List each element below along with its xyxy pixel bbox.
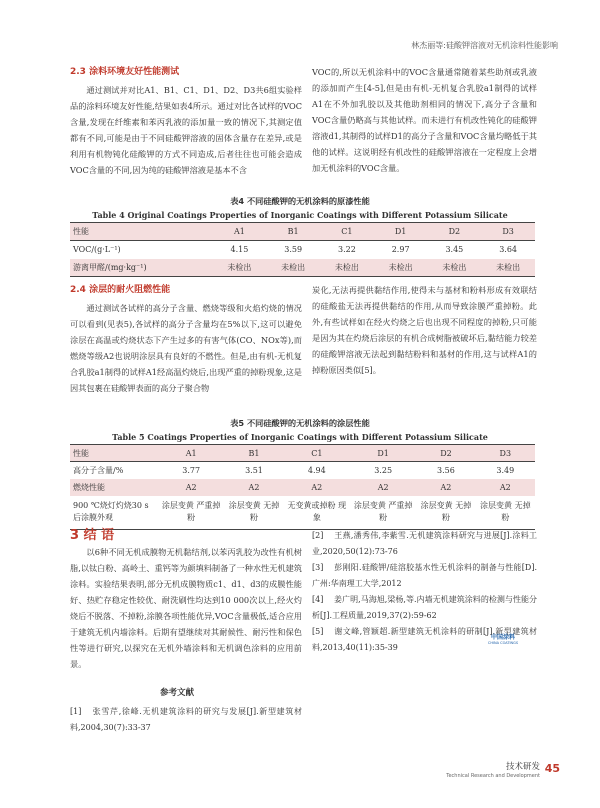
footer-label-en: Technical Research and Development xyxy=(446,773,540,779)
table-row xyxy=(70,241,535,259)
sec23-left-column xyxy=(70,64,302,178)
footer-label-cn: 技术研发 xyxy=(505,762,540,772)
table4-cell: 游离甲醛/(mg·kg⁻¹) xyxy=(73,262,147,272)
table5 xyxy=(70,444,535,530)
sec24-title: 2.4 涂层的耐火阻燃性能 xyxy=(70,285,171,295)
table-row xyxy=(70,496,535,530)
references-left xyxy=(70,704,302,736)
table5-cell: 涂层变黄 无掉粉 xyxy=(420,501,472,523)
table4-caption-cn: 表4 不同硅酸钾的无机涂料的原漆性能 xyxy=(230,196,370,206)
logo-text-en: CHINA COATINGS xyxy=(487,641,519,645)
sec3-column xyxy=(70,544,302,672)
table4-header-cell: D1 xyxy=(394,227,407,236)
table5-cell: 涂层变黄 无掉粉 xyxy=(480,501,531,523)
table5-cell: A2 xyxy=(499,482,511,492)
table5-cell: 涂层变黄 严重掉粉 xyxy=(161,501,221,523)
table5-cell: 3.56 xyxy=(437,465,455,475)
table4-cell: 4.15 xyxy=(230,245,249,255)
table-row xyxy=(70,259,535,277)
table5-header-cell: D1 xyxy=(377,448,389,458)
table5-cell: 4.94 xyxy=(307,465,326,475)
reference-text: 张雪芹,徐峰.无机建筑涂料的研究与发展[J].新型建筑材料,2004,30(7):33-37 xyxy=(70,707,302,732)
table4-header-cell: C1 xyxy=(341,227,353,236)
reference-text: 姜广明,马海旭,梁杨,等.内墙无机建筑涂料的检测与性能分析[J].工程质量,2019,37(2):59-62 xyxy=(312,595,537,620)
sec24-right-paragraph: 炭化,无法再提供黏结作用,使得未与基材和粉料形成有效联结的硅酸盐无法再提供黏结的作用,从而导致涂膜严重掉粉。此外,有些试样如在经火灼烧之后也出现不同程度的掉粉,只可能是因为其在灼烧后涂层的有机合成树脂被破坏后,黏结能力较差的硅酸钾溶液无法起到黏结粉料和基材的作用,这与试样A1的掉粉原因类似[5]。 xyxy=(312,285,537,375)
table5-cell: 900 ℃烧灯灼烧30 s 后涂膜外观 xyxy=(73,501,149,523)
table4-cell: 未检出 xyxy=(496,262,521,272)
table4-cell: 3.45 xyxy=(445,245,464,255)
table4-cell: 3.22 xyxy=(337,245,356,255)
table5-cell: A2 xyxy=(248,482,260,492)
reference-text: 谢文峰,管颖超.新型建筑无机涂料的研制[J].新型建筑材料,2013,40(11):35-39 xyxy=(312,627,537,652)
sec23-right-paragraph: VOC的,所以无机涂料中的VOC含量通常随着某些助剂或乳液的添加而产生[4-5],但是由有机-无机复合乳胶a1制得的试样A1在不外加乳胶以及其他助剂相同的情况下,高分子含量和VOC含量仍略高与其他试样。而未进行有机改性钝化的硅酸钾溶液d1,其制得的试样D1的高分子含量和VOC含量均略低于其他的试样。这说明经有机改性的硅酸钾溶液在一定程度上会增加无机涂料的VOC含量。 xyxy=(312,67,537,173)
china-coatings-logo xyxy=(480,632,526,648)
table4-cell: VOC/(g·L⁻¹) xyxy=(73,245,121,255)
page-number: 45 xyxy=(544,762,560,775)
table4-header-cell: B1 xyxy=(287,227,299,236)
table5-cell: 3.77 xyxy=(182,465,201,475)
footer-section-label xyxy=(446,760,540,779)
table5-cell: 3.25 xyxy=(374,465,393,475)
table5-cell: 高分子含量/% xyxy=(73,465,124,475)
table5-caption-en: Table 5 Coatings Properties of Inorganic Coatings with Different Potassium Silicate xyxy=(112,432,488,442)
table5-header-cell: 性能 xyxy=(73,448,89,458)
sec23-left-paragraph: 通过测试并对比A1、B1、C1、D1、D2、D3共6组实验样品的涂料环境友好性能,结果如表4所示。通过对比各试样的VOC含量,发现在纤维素和苯丙乳液的添加量一致的情况下,其测定值都有不同,可能是由于不同硅酸钾溶液的固体含量存在差异,或是利用有机物钝化硅酸钾的方式不同造成,后者往往也可能会造成VOC含量的不同,因为纯的硅酸钾溶液是基本不含 xyxy=(70,85,302,175)
running-header: 林杰丽等:硅酸钾溶液对无机涂料性能影响 xyxy=(411,41,558,50)
table4-cell: 3.64 xyxy=(499,245,518,255)
table5-caption-cn: 表5 不同硅酸钾的无机涂料的涂层性能 xyxy=(230,418,370,428)
table5-cell: A2 xyxy=(377,482,389,492)
table4-header-cell: A1 xyxy=(233,227,245,236)
reference-text: 王燕,潘秀伟,李紫雪.无机建筑涂料研究与进展[J].涂料工业,2020,50(12):73-76 xyxy=(312,531,537,556)
table4-cell: 未检出 xyxy=(334,262,359,272)
sec23-title: 2.3 涂料环境友好性能测试 xyxy=(70,67,180,77)
table4-header-cell: D2 xyxy=(448,227,461,236)
table5-cell: 涂层变黄 严重掉粉 xyxy=(353,501,413,523)
table5-cell: 涂层变黄 无掉粉 xyxy=(228,501,280,523)
table5-header-cell: D3 xyxy=(499,448,512,458)
reference-item xyxy=(312,528,537,560)
table4-header-cell: D3 xyxy=(502,227,514,236)
table5-cell: 3.51 xyxy=(245,465,263,475)
table5-header-cell: B1 xyxy=(248,448,260,458)
table5-cell: 燃烧性能 xyxy=(73,482,105,492)
table4-cell: 未检出 xyxy=(388,262,413,272)
reference-number: [4] xyxy=(312,595,324,604)
sec3-title: 3 结 语 xyxy=(70,528,115,543)
sec24-left-paragraph: 通过测试各试样的高分子含量、燃烧等级和火焰灼烧的情况可以看到(见表5),各试样的高分子含量均在5%以下,这可以避免涂层在高温或灼烧状态下产生过多的有害气体(CO、NOx等),而燃烧等级A2也说明涂层具有良好的不燃性。但是,由有机-无机复合乳胶a1制得的试样A1经高温灼烧后,出现严重的掉粉现象,这是因其包裹在硅酸钾表面的高分子聚合物 xyxy=(70,303,302,393)
table5-cell: 3.49 xyxy=(496,465,515,475)
reference-number: [2] xyxy=(312,531,324,540)
sec3-paragraph: 以6种不同无机成膜物无机黏结剂,以苯丙乳胶为改性有机树脂,以钛白粉、高岭土、重钙等为颜填料制备了一种水性无机建筑涂料。实验结果表明,部分无机成膜物质c1、d1、d3的成膜性能好、热贮存稳定性较优、耐洗刷性均达到10 000次以上,经火灼烧后不脱落、不掉粉,涂膜各项性能优异,VOC含量极低,适合应用于建筑无机内墙涂料。后期有望继续对其耐候性、耐污性和保色性等进行研究,以探究在无机外墙涂料和无机调色涂料的应用前景。 xyxy=(70,547,302,669)
table4 xyxy=(70,222,535,277)
table4-cell: 2.97 xyxy=(391,245,410,255)
reference-text: 彭刚阳.硅酸钾/硅溶胶基水性无机涂料的制备与性能[D].广州:华南理工大学,2012 xyxy=(312,563,537,588)
table4-cell: 3.59 xyxy=(284,245,303,255)
table5-cell: A2 xyxy=(311,482,323,492)
sec23-right-column xyxy=(312,64,537,176)
reference-number: [3] xyxy=(312,563,324,572)
table4-cell: 未检出 xyxy=(442,262,467,272)
table-row xyxy=(70,479,535,496)
table5-cell: 无变黄或掉粉 现象 xyxy=(287,501,347,523)
reference-item xyxy=(70,704,302,736)
table4-caption-en: Table 4 Original Coatings Properties of Inorganic Coatings with Different Potassium Silicate xyxy=(92,210,508,220)
table-row xyxy=(70,462,535,479)
table5-header-row xyxy=(70,445,535,462)
reference-item xyxy=(312,592,537,624)
table5-header-cell: D2 xyxy=(440,448,452,458)
references-title: 参考文献 xyxy=(160,688,195,698)
table5-cell: A2 xyxy=(440,482,452,492)
table4-header-row xyxy=(70,223,535,241)
reference-number: [1] xyxy=(70,707,82,716)
sec24-right-column xyxy=(312,282,537,378)
table4-cell: 未检出 xyxy=(227,262,252,272)
table5-cell: A2 xyxy=(185,482,197,492)
table4-cell: 未检出 xyxy=(281,262,306,272)
reference-number: [5] xyxy=(312,627,324,636)
table4-header-cell: 性能 xyxy=(73,227,89,236)
table5-header-cell: A1 xyxy=(185,448,197,458)
logo-text-cn: 中国涂料 xyxy=(490,634,515,641)
reference-item xyxy=(312,560,537,592)
sec24-left-column xyxy=(70,282,302,396)
table5-header-cell: C1 xyxy=(311,448,323,458)
